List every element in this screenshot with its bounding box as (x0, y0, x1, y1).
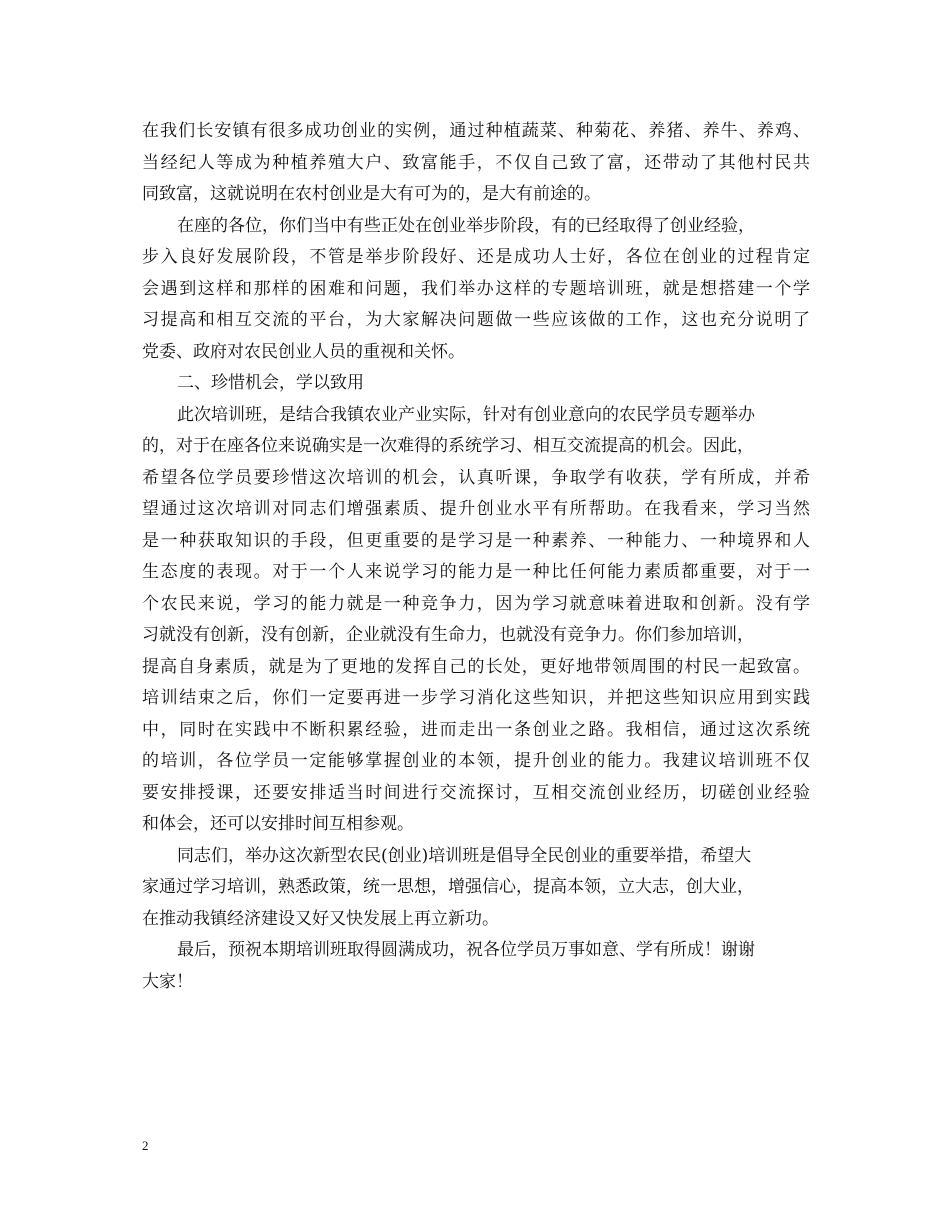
text-line: 在推动我镇经济建设又好又快发展上再立新功。 (142, 908, 499, 929)
text-line: 要安排授课，还要安排适当时间进行交流探讨，互相交流创业经历，切磋创业经验 (142, 782, 810, 803)
text-line: 习提高和相互交流的平台，为大家解决问题做一些应该做的工作，这也充分说明了 (142, 310, 810, 330)
paragraph-first-line: 最后，预祝本期培训班取得圆满成功，祝各位学员万事如意、学有所成！谢谢 (177, 940, 755, 960)
text-line: 习就没有创新，没有创新，企业就没有生命力，也就没有竞争力。你们参加培训， (142, 625, 754, 645)
text-line: 的培训，各位学员一定能够掌握创业的本领，提升创业的能力。我建议培训班不仅 (142, 751, 810, 771)
text-line: 个农民来说，学习的能力就是一种竞争力，因为学习就意味着进取和创新。没有学 (142, 593, 810, 614)
text-line: 步入良好发展阶段，不管是举步阶段好、还是成功人士好，各位在创业的过程肯定 (142, 247, 810, 267)
paragraph-first-line: 在座的各位，你们当中有些正处在创业举步阶段，有的已经取得了创业经验， (177, 215, 755, 236)
section-heading: 二、珍惜机会，学以致用 (177, 373, 364, 393)
page-number: 2 (142, 1138, 149, 1153)
text-line: 同致富，这就说明在农村创业是大有可为的，是大有前途的。 (142, 184, 601, 204)
text-line: 希望各位学员要珍惜这次培训的机会，认真听课，争取学有收获，学有所成，并希 (142, 467, 810, 488)
text-line: 中，同时在实践中不断积累经验，进而走出一条创业之路。我相信，通过这次系统 (142, 719, 810, 740)
text-line: 当经纪人等成为种植养殖大户、致富能手，不仅自己致了富，还带动了其他村民共 (142, 152, 810, 173)
body-text (142, 116, 810, 998)
text-line: 大家！ (142, 971, 193, 992)
text-line: 望通过这次培训对同志们增强素质、提升创业水平有所帮助。在我看来，学习当然 (142, 499, 810, 519)
text-line: 生态度的表现。对于一个人来说学习的能力是一种比任何能力素质都重要，对于一 (142, 562, 810, 582)
text-line: 培训结束之后，你们一定要再进一步学习消化这些知识，并把这些知识应用到实践 (142, 688, 810, 708)
text-line: 党委、政府对农民创业人员的重视和关怀。 (142, 341, 465, 362)
text-line: 在我们长安镇有很多成功创业的实例，通过种植蔬菜、种菊花、养猪、养牛、养鸡、 (142, 121, 810, 141)
text-line: 的，对于在座各位来说确实是一次难得的系统学习、相互交流提高的机会。因此， (142, 436, 754, 456)
text-line: 是一种获取知识的手段，但更重要的是学习是一种素养、一种能力、一种境界和人 (142, 530, 810, 551)
text-line: 家通过学习培训，熟悉政策，统一思想，增强信心，提高本领，立大志，创大业， (142, 877, 754, 897)
text-line: 和体会，还可以安排时间互相参观。 (142, 814, 414, 834)
text-line: 提高自身素质，就是为了更地的发挥自己的长处，更好地带领周围的村民一起致富。 (142, 656, 810, 677)
paragraph-first-line: 此次培训班，是结合我镇农业产业实际，针对有创业意向的农民学员专题举办 (177, 404, 755, 425)
text-line: 会遇到这样和那样的困难和问题，我们举办这样的专题培训班，就是想搭建一个学 (142, 278, 810, 299)
paragraph-first-line: 同志们，举办这次新型农民(创业)培训班是倡导全民创业的重要举措，希望大 (177, 845, 752, 866)
